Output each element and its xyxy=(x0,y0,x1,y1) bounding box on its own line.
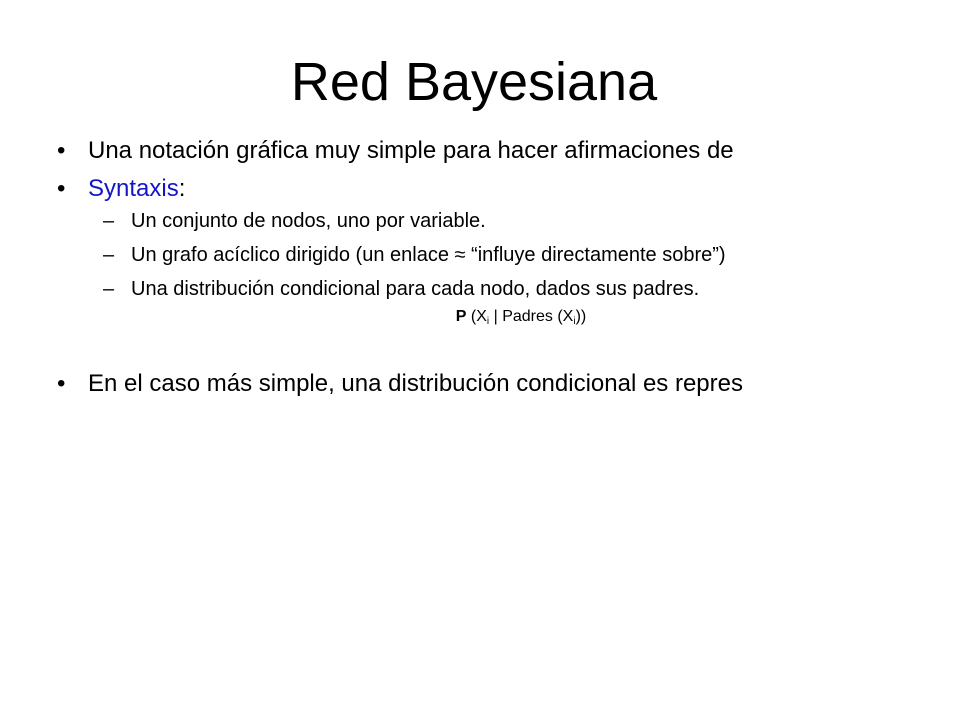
sub-bullet-dash-icon: – xyxy=(103,210,115,232)
conditional-probability-formula xyxy=(0,307,960,327)
formula-p: P xyxy=(455,308,467,325)
formula-sub-1: i xyxy=(486,316,490,327)
bullet-dot-icon: • xyxy=(57,175,66,202)
sub-bullet-text: Una distribución condicional para cada nodo, dados sus padres. xyxy=(131,278,700,300)
bullet-text xyxy=(88,175,185,203)
sub-bullet-text: Un conjunto de nodos, uno por variable. xyxy=(131,210,486,232)
syntaxis-label: Syntaxis xyxy=(88,175,179,202)
bullet-text: Una notación gráfica muy simple para hacer afirmaciones de xyxy=(88,137,734,164)
sub-bullet-text: Un grafo acíclico dirigido (un enlace ≈ “influye directamente sobre”) xyxy=(131,244,726,266)
bullet-dot-icon: • xyxy=(57,370,66,397)
formula-open: (X xyxy=(466,308,487,325)
slide-title: Red Bayesiana xyxy=(290,52,658,112)
formula-mid: | Padres (X xyxy=(489,308,574,325)
bullet-dot-icon: • xyxy=(57,137,66,164)
formula-close: )) xyxy=(575,308,587,325)
formula-sub-2: i xyxy=(573,316,576,327)
sub-bullet-dash-icon: – xyxy=(103,244,115,266)
bullet-text: En el caso más simple, una distribución condicional es repres xyxy=(88,370,743,397)
syntaxis-colon: : xyxy=(178,175,186,202)
sub-bullet-dash-icon: – xyxy=(103,278,115,300)
